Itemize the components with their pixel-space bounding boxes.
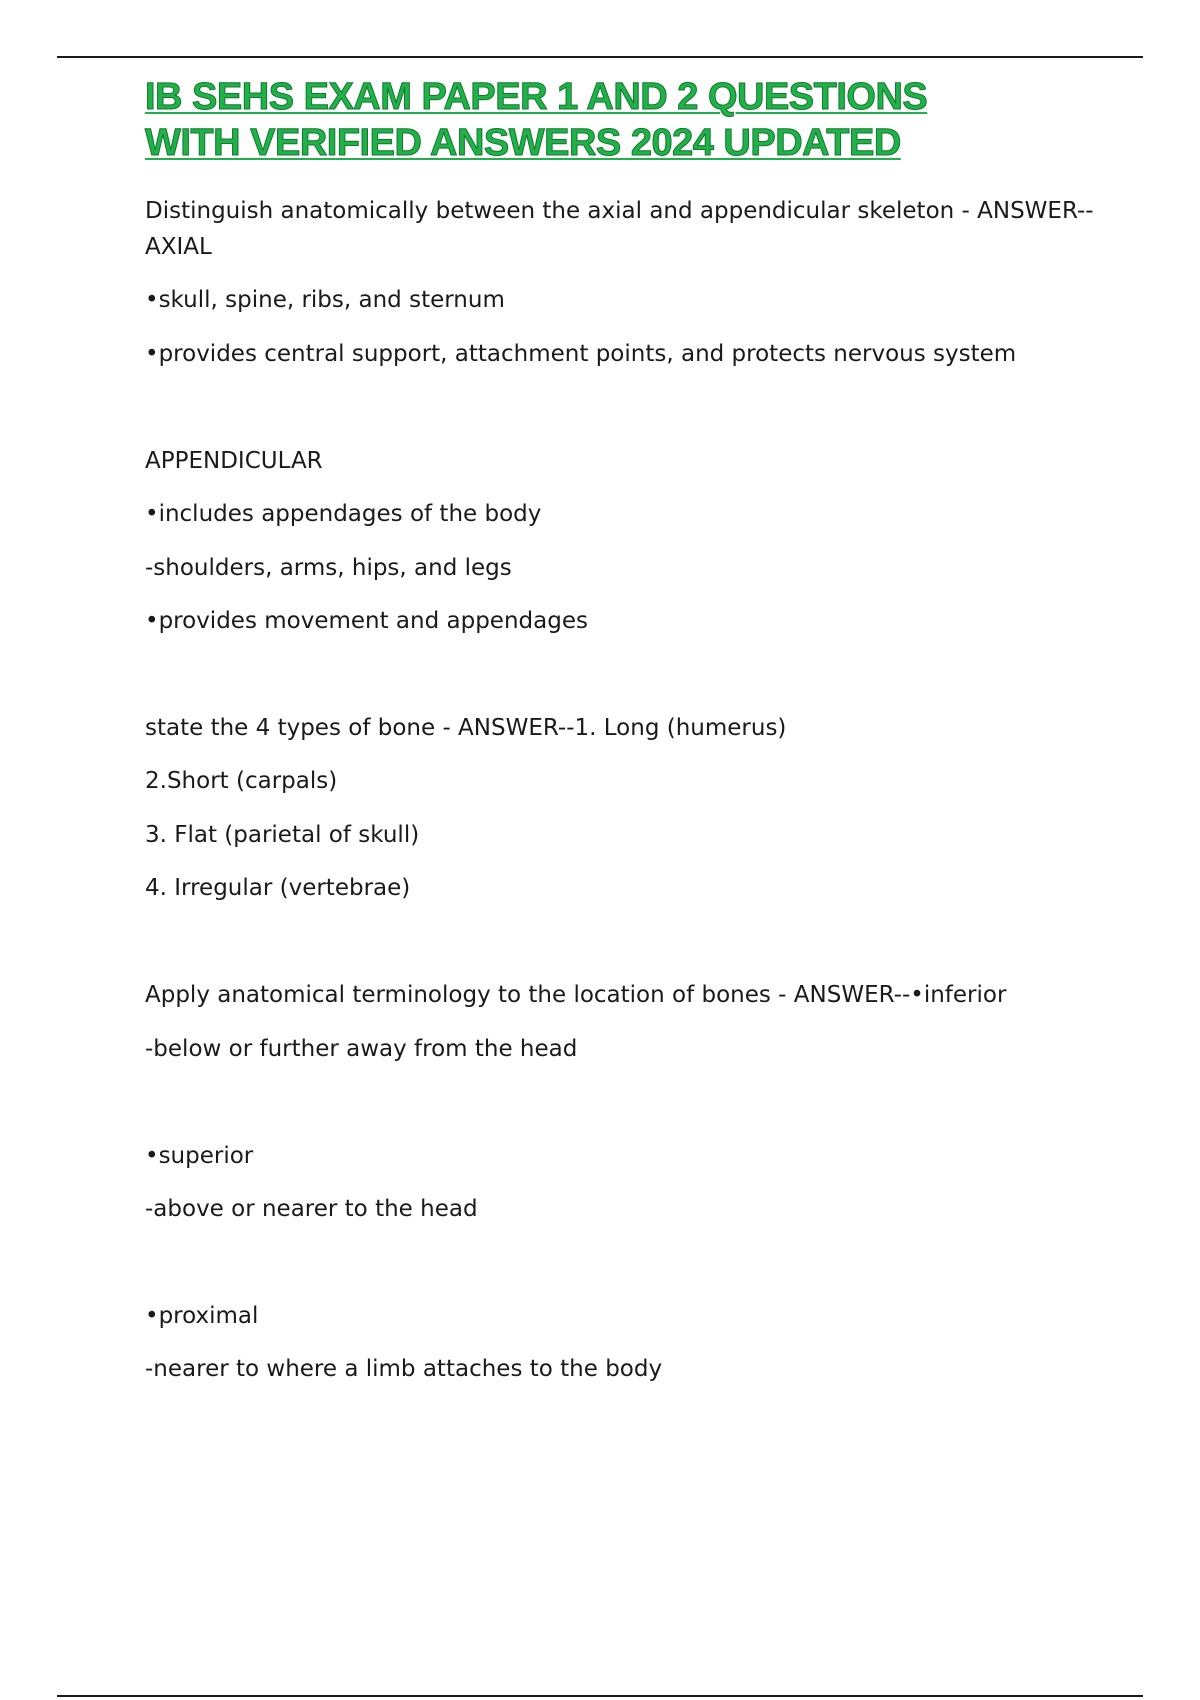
answer-line: •includes appendages of the body: [145, 501, 542, 527]
answer-line: •superior: [145, 1143, 254, 1169]
answer-line: 4. Irregular (vertebrae): [145, 875, 411, 901]
question-bone-types: state the 4 types of bone - ANSWER--1. Long (humerus): [145, 715, 787, 741]
top-rule: [57, 56, 1143, 58]
question-axial-appendicular: Distinguish anatomically between the axial and appendicular skeleton - ANSWER--: [145, 198, 1094, 224]
question-anatomical-terminology: Apply anatomical terminology to the location of bones - ANSWER--•inferior: [145, 982, 1007, 1008]
title-line-2: WITH VERIFIED ANSWERS 2024 UPDATED: [145, 122, 901, 164]
bottom-rule: [57, 1695, 1143, 1697]
title-line-1: IB SEHS EXAM PAPER 1 AND 2 QUESTIONS: [145, 76, 928, 118]
answer-line: •provides movement and appendages: [145, 608, 588, 634]
answer-line: -above or nearer to the head: [145, 1196, 478, 1222]
answer-line: •proximal: [145, 1303, 259, 1329]
answer-line: APPENDICULAR: [145, 448, 323, 474]
answer-line: 3. Flat (parietal of skull): [145, 822, 420, 848]
answer-line: -shoulders, arms, hips, and legs: [145, 555, 512, 581]
document-title: [145, 74, 1105, 166]
answer-line: •provides central support, attachment points, and protects nervous system: [145, 341, 1017, 367]
answer-line: -nearer to where a limb attaches to the body: [145, 1356, 663, 1382]
answer-line: -below or further away from the head: [145, 1036, 578, 1062]
answer-line: 2.Short (carpals): [145, 768, 338, 794]
answer-line: AXIAL: [145, 234, 212, 260]
answer-line: •skull, spine, ribs, and sternum: [145, 287, 505, 313]
